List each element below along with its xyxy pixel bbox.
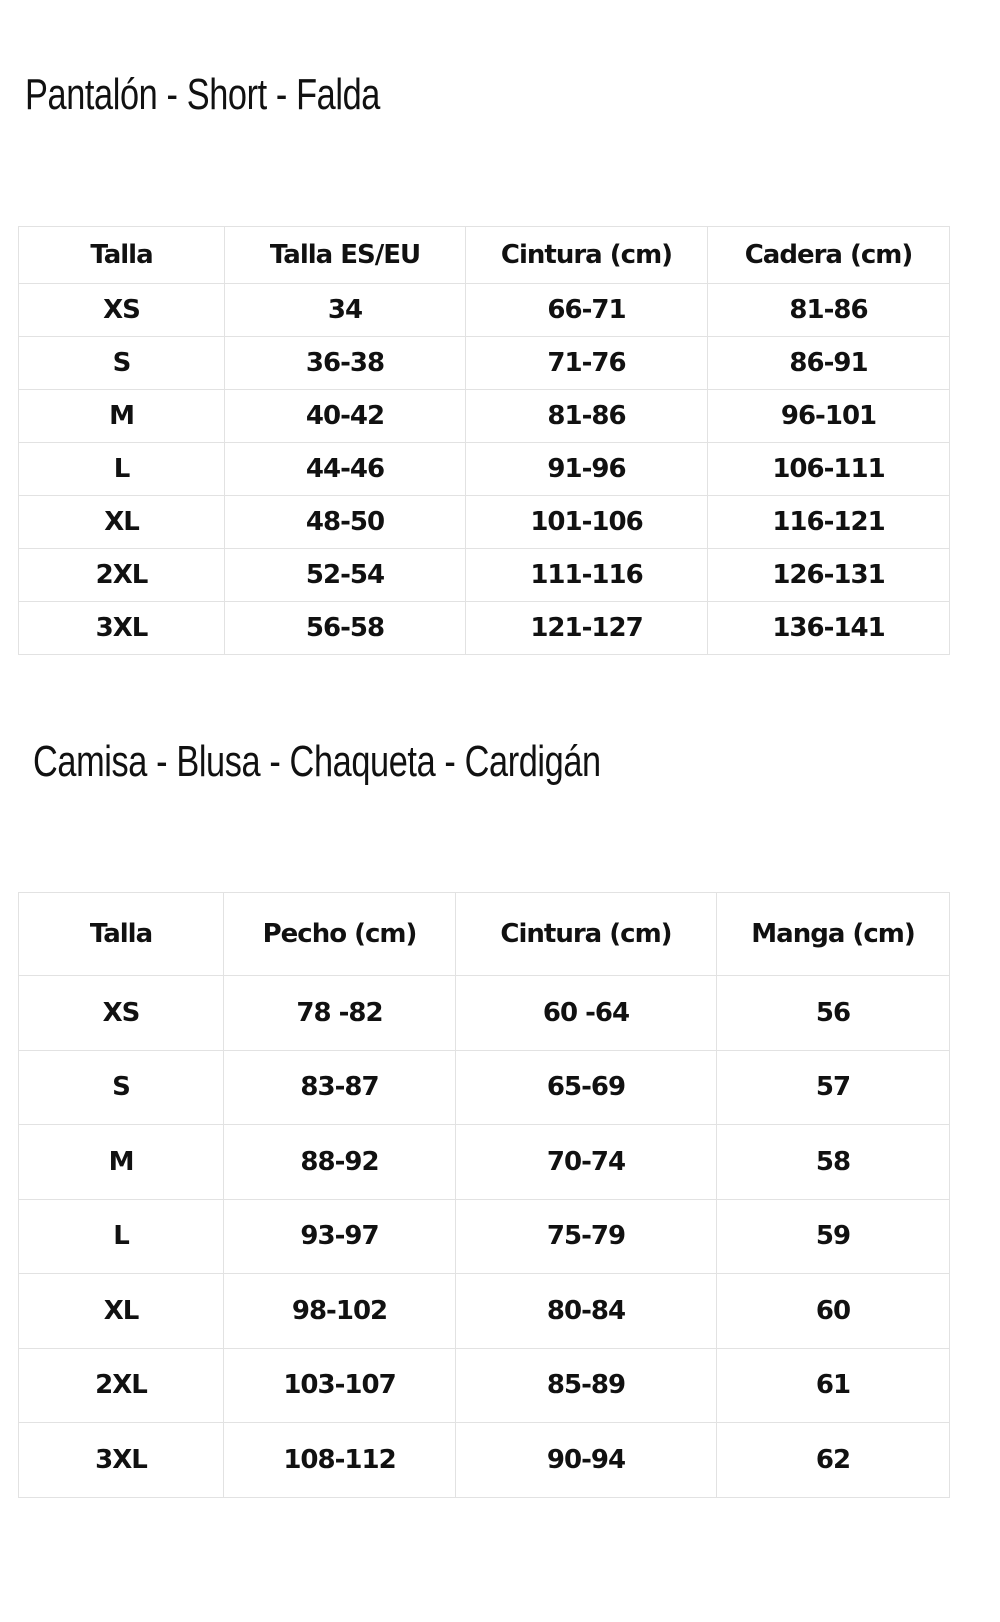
table-row — [19, 390, 950, 443]
table-header-row — [19, 227, 950, 284]
column-header-waist: Cintura (cm) — [456, 893, 717, 976]
cell-waist: 60 -64 — [456, 976, 717, 1051]
table-header-row — [19, 893, 950, 976]
cell-size: XL — [19, 1274, 224, 1349]
cell-waist: 91-96 — [466, 443, 708, 496]
cell-waist: 101-106 — [466, 496, 708, 549]
section-title-tops: Camisa - Blusa - Chaqueta - Cardigán — [33, 737, 601, 786]
table-row — [19, 1050, 950, 1125]
table-row — [19, 443, 950, 496]
size-table-tops — [18, 892, 950, 1498]
cell-hip: 86-91 — [708, 337, 950, 390]
cell-waist: 66-71 — [466, 284, 708, 337]
cell-sleeve: 59 — [717, 1199, 950, 1274]
table-row — [19, 1423, 950, 1498]
column-header-size: Talla — [19, 227, 225, 284]
cell-waist: 65-69 — [456, 1050, 717, 1125]
size-table-pants — [18, 226, 950, 655]
table-row — [19, 602, 950, 655]
cell-es-eu-size: 56-58 — [225, 602, 466, 655]
cell-hip: 81-86 — [708, 284, 950, 337]
cell-sleeve: 56 — [717, 976, 950, 1051]
cell-size: L — [19, 1199, 224, 1274]
cell-size: M — [19, 1125, 224, 1200]
cell-hip: 116-121 — [708, 496, 950, 549]
cell-size: 3XL — [19, 602, 225, 655]
cell-es-eu-size: 36-38 — [225, 337, 466, 390]
cell-size: M — [19, 390, 225, 443]
cell-sleeve: 62 — [717, 1423, 950, 1498]
cell-chest: 98-102 — [224, 1274, 456, 1349]
cell-waist: 75-79 — [456, 1199, 717, 1274]
cell-hip: 126-131 — [708, 549, 950, 602]
cell-size: XS — [19, 284, 225, 337]
cell-es-eu-size: 52-54 — [225, 549, 466, 602]
cell-sleeve: 57 — [717, 1050, 950, 1125]
column-header-size: Talla — [19, 893, 224, 976]
cell-sleeve: 60 — [717, 1274, 950, 1349]
cell-sleeve: 58 — [717, 1125, 950, 1200]
cell-es-eu-size: 40-42 — [225, 390, 466, 443]
cell-size: L — [19, 443, 225, 496]
cell-es-eu-size: 48-50 — [225, 496, 466, 549]
table-row — [19, 496, 950, 549]
cell-size: XL — [19, 496, 225, 549]
cell-size: S — [19, 337, 225, 390]
cell-size: 2XL — [19, 1348, 224, 1423]
column-header-hip: Cadera (cm) — [708, 227, 950, 284]
table-row — [19, 284, 950, 337]
cell-waist: 71-76 — [466, 337, 708, 390]
cell-waist: 90-94 — [456, 1423, 717, 1498]
cell-size: XS — [19, 976, 224, 1051]
cell-chest: 78 -82 — [224, 976, 456, 1051]
table-row — [19, 1348, 950, 1423]
section-title-pants: Pantalón - Short - Falda — [25, 70, 381, 119]
cell-size: 2XL — [19, 549, 225, 602]
table-row — [19, 1274, 950, 1349]
column-header-sleeve: Manga (cm) — [717, 893, 950, 976]
cell-es-eu-size: 44-46 — [225, 443, 466, 496]
cell-size: S — [19, 1050, 224, 1125]
table-row — [19, 1125, 950, 1200]
column-header-es-eu-size: Talla ES/EU — [225, 227, 466, 284]
cell-sleeve: 61 — [717, 1348, 950, 1423]
cell-chest: 108-112 — [224, 1423, 456, 1498]
table-row — [19, 337, 950, 390]
cell-hip: 106-111 — [708, 443, 950, 496]
column-header-chest: Pecho (cm) — [224, 893, 456, 976]
cell-waist: 80-84 — [456, 1274, 717, 1349]
table-row — [19, 976, 950, 1051]
cell-hip: 136-141 — [708, 602, 950, 655]
table-row — [19, 1199, 950, 1274]
cell-hip: 96-101 — [708, 390, 950, 443]
table-row — [19, 549, 950, 602]
cell-chest: 93-97 — [224, 1199, 456, 1274]
cell-chest: 103-107 — [224, 1348, 456, 1423]
cell-chest: 88-92 — [224, 1125, 456, 1200]
cell-waist: 70-74 — [456, 1125, 717, 1200]
cell-waist: 121-127 — [466, 602, 708, 655]
cell-size: 3XL — [19, 1423, 224, 1498]
cell-waist: 81-86 — [466, 390, 708, 443]
cell-waist: 111-116 — [466, 549, 708, 602]
cell-es-eu-size: 34 — [225, 284, 466, 337]
cell-waist: 85-89 — [456, 1348, 717, 1423]
column-header-waist: Cintura (cm) — [466, 227, 708, 284]
cell-chest: 83-87 — [224, 1050, 456, 1125]
